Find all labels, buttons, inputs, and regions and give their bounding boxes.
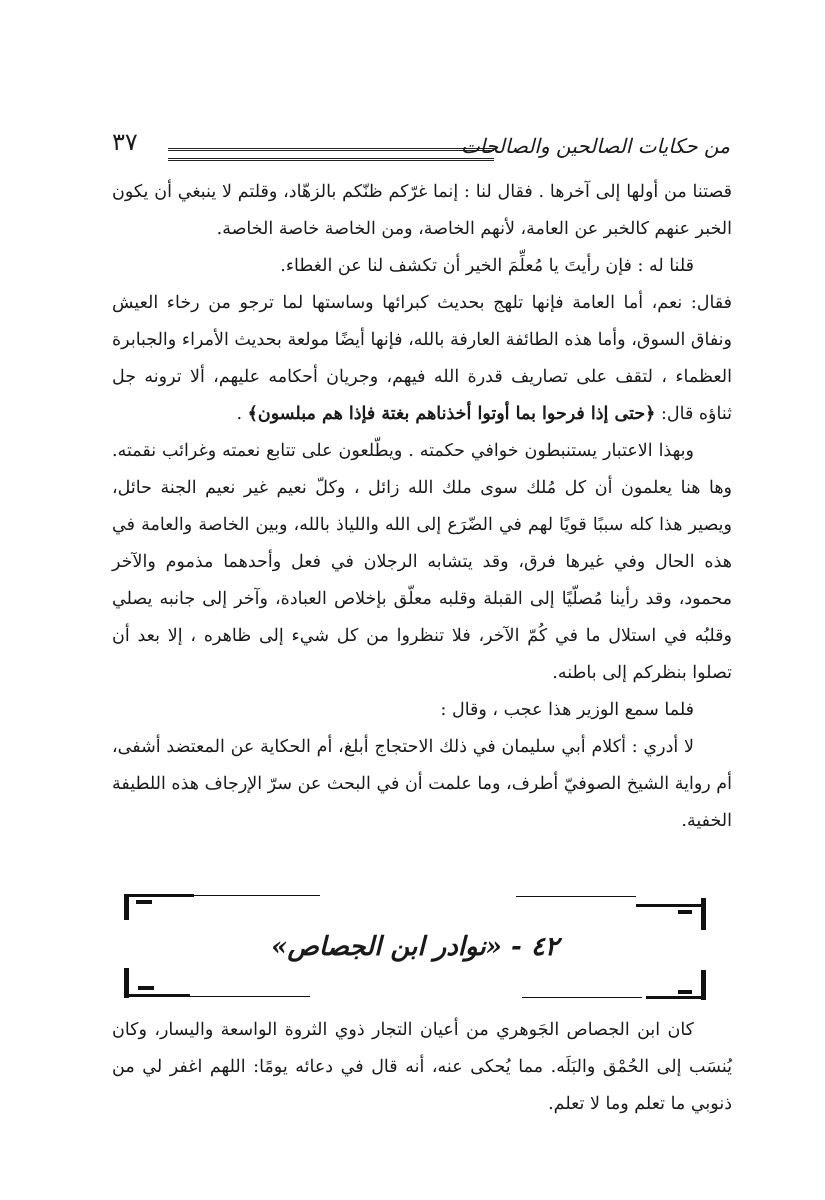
paragraph: قلنا له : فإن رأيتَ يا مُعلِّمَ الخير أن تكشف لنا عن الغطاء. <box>280 256 694 276</box>
ornament-bar <box>646 996 706 999</box>
ornament-bar <box>136 900 152 904</box>
paragraph: وبهذا الاعتبار يستنبطون خوافي حكمته . ويطّلعون على تتابع نعمته وغرائب نقمته. وها هنا يعلمون أن كل مُلك سوى ملك الله زائل ، وكلّ نعيم غير نعيم الجنة حائل، ويصير هذا كله سببًا قويًا لهم في الضّرَع إلى الله واللياذ بالله، وبين الخاصة والعامة في هذه الحال وفي غيرها فرق، وقد يتشابه الرجلان في فعل وأحدهما مذموم والآخر محمود، وقد رأينا مُصلّيًا إلى القبلة وقلبه معلّق بإخلاص العبادة، وآخر إلى جانبه يصلي وقلبُه في استلال ما في كُمّ الآخر، فلا تنظروا من كل شيء إلى ظاهره ، إلا بعد أن تصلوا بنظركم إلى باطنه. <box>112 441 732 683</box>
ornament-bar <box>124 894 194 897</box>
ornament-bar <box>124 894 129 920</box>
running-header <box>112 128 730 168</box>
section-title: ٤٢ - «نوادر ابن الجصاص» <box>271 932 559 962</box>
running-title: من حكايات الصالحين والصالحات <box>460 134 730 158</box>
ornament-line <box>194 895 320 896</box>
section-text <box>112 1012 732 1123</box>
quran-verse: ﴿حتى إذا فرحوا بما أوتوا أخذناهم بغتة فإذا هم مبلسون﴾ <box>247 404 656 424</box>
ornament-bar <box>138 986 154 990</box>
ornament-bar <box>678 990 692 994</box>
ornament-line <box>522 997 642 998</box>
paragraph: لا أدري : أكلام أبي سليمان في ذلك الاحتجاج أبلغ، أم الحكاية عن المعتضد أشفى، أم رواية الشيخ الصوفيّ أطرف، وما علمت أن في البحث عن سرّ الإرجاف هذه اللطيفة الخفية. <box>112 737 732 831</box>
paragraph-text: فقال: نعم، أما العامة فإنها تلهج بحديث كبرائها وساستها لما ترجو من رخاء العيش ونفاق السوق، وأما هذه الطائفة العارفة بالله، فإنها أيضًا مولعة بحديث الأمراء والجبابرة العظماء ، لتقف على تصاريف قدرة الله فيهم، وجريان أحكامه عليهم، ألا ترونه جل ثناؤه قال: <box>112 293 732 424</box>
verse-end: . <box>236 404 248 424</box>
ornament-bar <box>124 994 190 997</box>
paragraph: فلما سمع الوزير هذا عجب ، وقال : <box>440 700 694 720</box>
page-number: ٣٧ <box>112 128 138 156</box>
paragraph <box>112 285 732 433</box>
header-rule <box>168 148 494 161</box>
main-text <box>112 174 732 840</box>
paragraph: قصتنا من أولها إلى آخرها . فقال لنا : إنما غرّكم ظنّكم بالزهّاد، وقلتم لا ينبغي أن يكون الخبر عنهم كالخبر عن العامة، لأنهم الخاصة، ومن الخاصة خاصة الخاصة. <box>112 182 732 239</box>
ornament-line <box>516 896 636 897</box>
ornament-line <box>190 996 310 997</box>
ornament-bar <box>701 898 706 930</box>
section-heading-ornament <box>118 890 712 1020</box>
ornament-bar <box>636 904 706 907</box>
ornament-bar <box>678 910 692 914</box>
paragraph: كان ابن الجصاص الجَوهري من أعيان التجار ذوي الثروة الواسعة واليسار، وكان يُنسَب إلى الحُمْق والبَلَه. مما يُحكى عنه، أنه قال في دعائه يومًا: اللهم اغفر لي من ذنوبي ما تعلم وما لا تعلم. <box>112 1020 732 1114</box>
